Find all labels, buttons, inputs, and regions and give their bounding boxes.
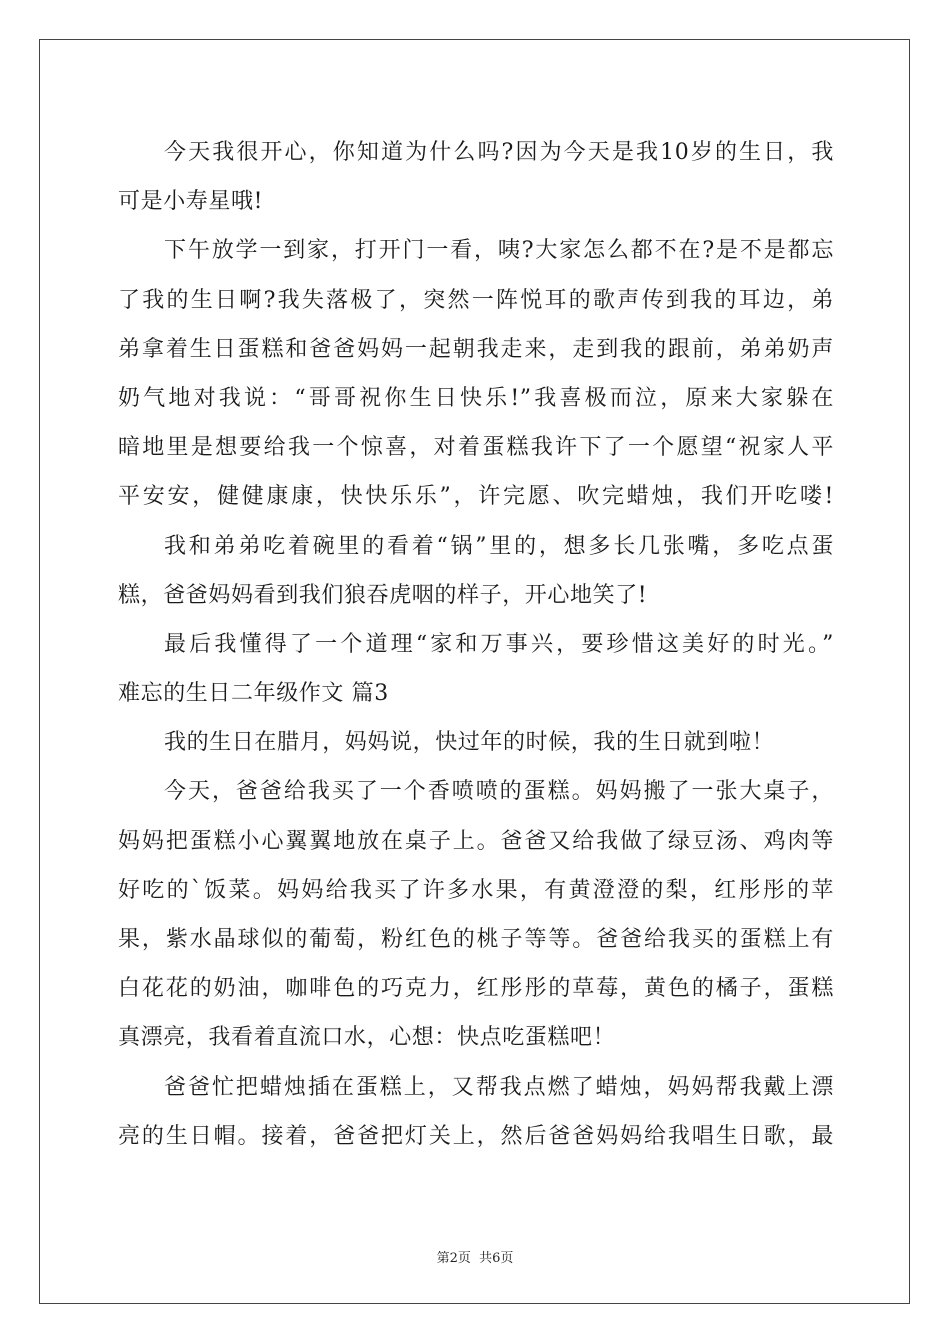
text-line: 暗地里是想要给我一个惊喜，对着蛋糕我许下了一个愿望“祝家人平 bbox=[118, 435, 834, 461]
text-line: 下午放学一到家，打开门一看，咦?大家怎么都不在?是不是都忘 bbox=[164, 238, 834, 264]
text-line: 今天我很开心，你知道为什么吗?因为今天是我10岁的生日，我 bbox=[164, 140, 834, 165]
page-number: 第2页 bbox=[436, 1251, 471, 1266]
text-line: 可是小寿星哦! bbox=[118, 189, 264, 215]
text-line: 果，紫水晶球似的葡萄，粉红色的桃子等等。爸爸给我买的蛋糕上有 bbox=[118, 927, 834, 952]
page-footer bbox=[0, 1247, 950, 1266]
text-line: 今天，爸爸给我买了一个香喷喷的蛋糕。妈妈搬了一张大桌子， bbox=[164, 779, 834, 805]
text-line: 平安安，健健康康，快快乐乐”，许完愿、吹完蜡烛，我们开吃喽! bbox=[118, 484, 834, 510]
text-line: 妈妈把蛋糕小心翼翼地放在桌子上。爸爸又给我做了绿豆汤、鸡肉等 bbox=[118, 828, 834, 854]
text-line: 难忘的生日二年级作文 篇3 bbox=[118, 681, 389, 707]
text-line: 爸爸忙把蜡烛插在蛋糕上，又帮我点燃了蜡烛，妈妈帮我戴上漂 bbox=[164, 1074, 834, 1100]
text-line: 亮的生日帽。接着，爸爸把灯关上，然后爸爸妈妈给我唱生日歌，最 bbox=[118, 1123, 834, 1149]
text-line: 我和弟弟吃着碗里的看着“锅”里的，想多长几张嘴，多吃点蛋 bbox=[164, 533, 834, 559]
text-line: 我的生日在腊月，妈妈说，快过年的时候，我的生日就到啦！ bbox=[164, 730, 775, 756]
text-line: 奶气地对我说：“哥哥祝你生日快乐!”我喜极而泣，原来大家躲在 bbox=[118, 385, 834, 411]
text-line: 好吃的`饭菜。妈妈给我买了许多水果，有黄澄澄的梨，红彤彤的苹 bbox=[118, 877, 834, 903]
text-line: 白花花的奶油，咖啡色的巧克力，红彤彤的草莓，黄色的橘子，蛋糕 bbox=[118, 976, 834, 1002]
text-line: 最后我懂得了一个道理“家和万事兴，要珍惜这美好的时光。” bbox=[164, 631, 834, 657]
text-line: 真漂亮，我看着直流口水，心想：快点吃蛋糕吧！ bbox=[118, 1025, 616, 1051]
text-line: 糕，爸爸妈妈看到我们狼吞虎咽的样子，开心地笑了! bbox=[118, 582, 648, 608]
text-line: 弟拿着生日蛋糕和爸爸妈妈一起朝我走来，走到我的跟前，弟弟奶声 bbox=[118, 336, 834, 362]
document-body bbox=[118, 128, 834, 1161]
page-total: 共6页 bbox=[479, 1251, 514, 1266]
text-line: 了我的生日啊?我失落极了，突然一阵悦耳的歌声传到我的耳边，弟 bbox=[118, 287, 834, 313]
